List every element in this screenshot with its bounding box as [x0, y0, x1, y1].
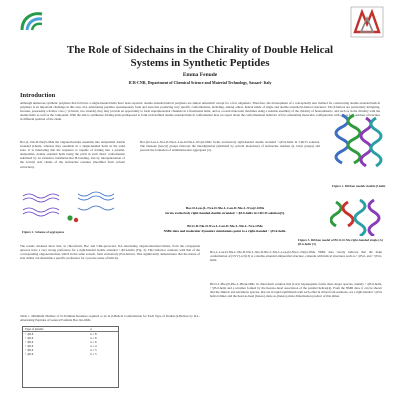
table-caption: Table 1. Minimum Number of N-Terminal Residues required to be in β-Helical Conformation for Each Type of Double β-Helices by D,L-Alternating Peptides of General Formula Boc-Xn-OMe — [20, 314, 200, 323]
center-description-2: NMR data and molecular dynamics simulations point to a right-handed ↑↓β5.6-helix. — [163, 229, 287, 233]
table-row: ↑↓β5.6 n = 5 — [25, 352, 97, 356]
figure1-caption: Figure 1. Ribbon models double β-helix — [332, 184, 386, 188]
table-row: ↑↑β5.6 n = 6 — [25, 340, 97, 344]
ribbon-model-figure-1 — [332, 110, 384, 180]
table-row: ↑↓β5.6 n = 8 — [25, 332, 97, 336]
aggregates-scheme-figure — [18, 188, 128, 228]
intro-paragraph: Although numerous synthetic polymers that fold into a single-handed helix have been reported, double-stranded helical polymers are almost unrealistic except for a few oligomers. Therefore, the development of a conceptually new method for constructing double-stranded helical polymers is an important challenge in this area. D,L-Alternating peptides spontaneously form and associate producing very specific conformations, including, among others, helical kinds of single and double-stranded β-helical structures. The β-helices are particularly intriguing, because, possessing a hollow core (~ β-barrel, two strands), they may provide an opportunity to form supramolecular channels in a fluorinated helix, and as a result molecular machines using a suitable assembly of the chirality of heterodimeric, and such as in the chirality with the double helix as well as the compound. With the aim to synthesize folding units predisposed to form well-defined double-stranded helical conformation here we report about the conformational behavior of D,L-alternating molecules configuration with one or few residues of leucines in different position of the chain. — [20, 101, 380, 122]
center-sequence-2: BCO-D-Nle-D-Nva-L-Leu-D-Nle-L-Nle-L-Nva-OMe — [187, 224, 263, 228]
table-header-type: Type of β-helix — [23, 327, 88, 332]
right-bottom-paragraph-2: BCO-L-Phe-(D-Phe-L-Phe)4-OMe in chloroform solution this β-aryl heptapeptide forms three major species, namely ↑↓β5.6-helix, ↑↑β5.6-helix and a tetramer formed by the head-to-head association of the parallel helices[4]. From the NMR data, it can be shown that the dimeric and tetrameric species, that are in rapid equilibrium with each other in chloroform solutions, are a right-handed ↑↓β5.6 helical dimer and the head-to-head (hetero)-mole-to-(hetero)-mole dimerization product of this dimer. — [210, 282, 383, 299]
helix-types-table — [22, 326, 119, 388]
institution-logo-right — [350, 6, 384, 38]
affiliation: ICB-CNR, Department of Chemical Science and Material Technology, Sassari- Italy — [128, 80, 272, 85]
table-row: ↑↑β5.6 n = 5 — [25, 348, 97, 352]
left-column-text: Boc-(L-Nle-D-Nle)5-OMe the oligonucleotides assemble into antiparallel double stranded β-helix, whereas they assemble in a single-handed helix in the solid state. It is interesting that the sequence is capable of folding into a parallel, antiparallel, double stranded helix being the pitch in such direct conformation stabilized by an extensive intramolecular H-bonding, and by interpenetration of the n-butyl side chains of the norleucine residues (modified from solvent extraction). — [20, 140, 125, 169]
center-sequence-1: Boc-D-Leu-(L-Nva-D-Nle-L-Leu-D-Nle-L-Nva)2-OMe — [185, 206, 265, 210]
table-row: ↑↓β5.6 n = 4 — [25, 344, 97, 348]
introduction-heading: Introduction — [20, 92, 56, 99]
right-bottom-paragraph-1: Boc-L-Leu-D-Nle-L-Nle-D-Nle-L-Nle-D-Nle-L-Nle-L-Leu-(D-Nle-L-Nle)2-OMe NMR data clearly indicate that the main conformation of [LVV]-4,3(13) is a double-stranded antiparallel structure, coherent with helical structures such as ↑↓β5.6- and ↑↑β5.6-helix. — [210, 250, 383, 263]
figure3-caption: Figure 3. Ribbon model of BCO-D-Nle right-handed single (A) β5.6-helix [3] — [298, 238, 383, 246]
figure2-caption: Figure 2. Scheme of aggregates — [22, 230, 65, 234]
middle-column-text: Boc-(D-Leu-L-Nva-D-Nle-L-Leu-D-Nle-L-Nva)2-OMe forms exclusively right-handed double stranded ↑↓β5.6-helix in CDCl3 solution. The benzene (leucyl) groups intercept the interdigitation (mediated by solvent molecules) of norleucine residues (n. butyl groups) and prevent the formation of antidimolecular aggregates [2]. — [140, 140, 320, 153]
center-description-1: forms exclusively right-handed double stranded ↑↓β5.6-helix in CDCl3 solution[3]. — [165, 211, 285, 215]
author-name: Emma Fenude — [182, 72, 218, 78]
poster-title: The Role of Sidechains in the Chirality of Double Helical Systems in Synthetic Peptides — [66, 44, 334, 69]
table-header-n: n — [88, 327, 118, 332]
ribbon-model-figure-3 — [330, 196, 386, 236]
results-paragraph: The results obtained show that, in chloroform, Boc and CMe-protected, D,L-alternating oligonorleucines/valines, from the octapeptide upward, have a very strong preference for a right-handed double stranded ↑↓β5.6-helix (Fig. 3). This behavior contrasts with that of the corresponding oligonorleucines which in the same solvent, form exclusively β5.6-helices. This significantly demonstrates that the nature of side chains can determine a specific preference for a precise sense of helicity. — [20, 244, 200, 261]
institution-logo-left — [18, 8, 58, 36]
table-row: ↑↓β5.6 n = 6 — [25, 336, 97, 340]
